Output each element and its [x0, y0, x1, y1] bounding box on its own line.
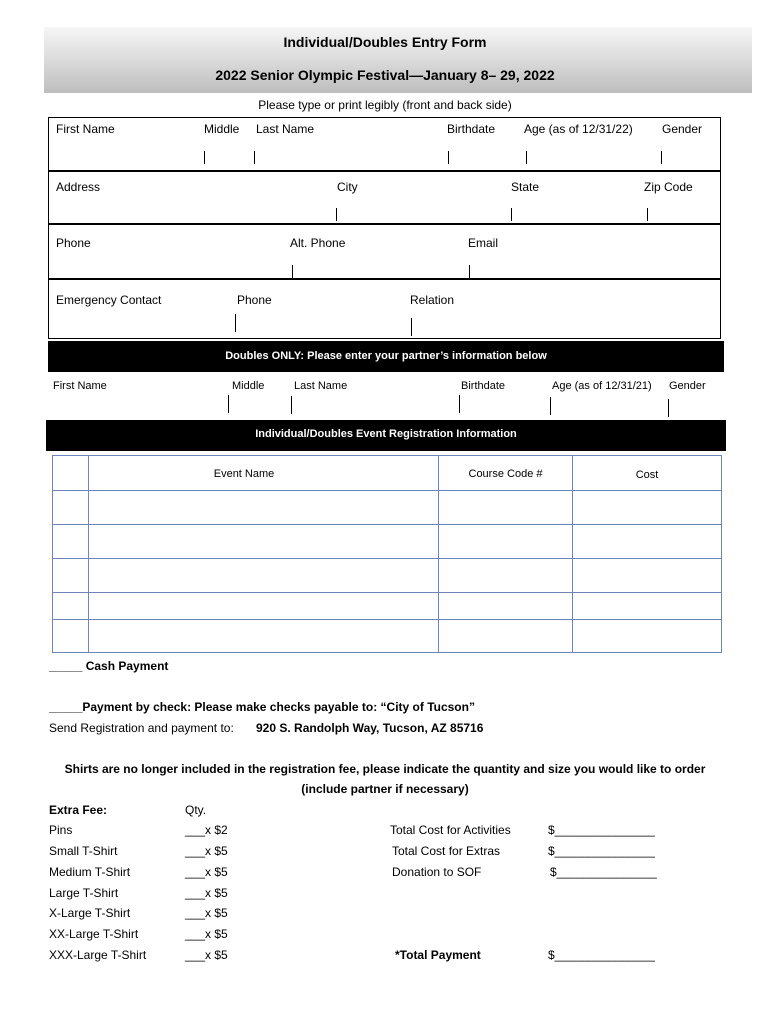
table-divider: [88, 456, 89, 652]
last-name-label: Last Name: [256, 122, 315, 136]
gender-label: Gender: [662, 122, 703, 136]
table-divider: [53, 558, 721, 559]
first-name-label: First Name: [56, 122, 115, 136]
zip-label: Zip Code: [644, 180, 693, 194]
partner-banner: Doubles ONLY: Please enter your partner’s information below: [48, 341, 724, 372]
cash-payment: _____ Cash Payment: [49, 659, 169, 673]
emergency-contact-label: Emergency Contact: [56, 293, 162, 307]
partner-birthdate-label: Birthdate: [461, 380, 506, 392]
table-divider: [438, 456, 439, 652]
address-label: Address: [56, 180, 101, 194]
alt-phone-label: Alt. Phone: [290, 236, 346, 250]
column-header-course-code: Course Code #: [468, 468, 543, 480]
field-divider: [254, 151, 255, 164]
item-qty[interactable]: ___x $5: [185, 906, 228, 920]
field-divider: [511, 208, 512, 221]
email-label: Email: [468, 236, 499, 250]
item-name: X-Large T-Shirt: [49, 906, 131, 920]
table-divider: [53, 619, 721, 620]
field-divider: [291, 396, 292, 414]
field-divider: [526, 151, 527, 164]
total-activities-label: Total Cost for Activities: [390, 823, 511, 837]
relation-label: Relation: [410, 293, 455, 307]
check-payment: _____Payment by check: Please make checks payable to: “City of Tucson”: [49, 700, 475, 714]
birthdate-label: Birthdate: [447, 122, 496, 136]
partner-gender-label: Gender: [669, 380, 706, 392]
item-name: XX-Large T-Shirt: [49, 927, 139, 941]
table-divider: [53, 592, 721, 593]
item-qty[interactable]: ___x $5: [185, 948, 228, 962]
address-row: [48, 171, 721, 224]
phone-row: [48, 224, 721, 279]
shirts-notice: Shirts are no longer included in the registration fee, please indicate the quantity and size you would like to order: [64, 762, 706, 776]
send-to-address: 920 S. Randolph Way, Tucson, AZ 85716: [256, 721, 484, 735]
field-divider: [336, 208, 337, 221]
total-payment-field[interactable]: $_______________: [548, 948, 655, 962]
column-header-cost: Cost: [635, 469, 659, 481]
form-instructions: Please type or print legibly (front and back side): [258, 98, 512, 112]
item-qty[interactable]: ___x $5: [185, 886, 228, 900]
total-extras-field[interactable]: $_______________: [548, 844, 655, 858]
column-header-event-name: Event Name: [213, 468, 275, 480]
middle-label: Middle: [204, 122, 240, 136]
field-divider: [292, 265, 293, 278]
table-divider: [53, 524, 721, 525]
field-divider: [647, 208, 648, 221]
partner-last-name-label: Last Name: [294, 380, 348, 392]
item-qty[interactable]: ___x $2: [185, 823, 228, 837]
city-label: City: [337, 180, 358, 194]
events-banner: Individual/Doubles Event Registration Information: [46, 420, 726, 451]
item-qty[interactable]: ___x $5: [185, 844, 228, 858]
total-activities-field[interactable]: $_______________: [548, 823, 655, 837]
emergency-row: [48, 279, 721, 339]
phone-label: Phone: [56, 236, 91, 250]
field-divider: [459, 395, 460, 413]
form-subtitle: 2022 Senior Olympic Festival—January 8– 29, 2022: [215, 67, 555, 83]
field-divider: [204, 151, 205, 164]
field-divider: [448, 151, 449, 164]
item-name: XXX-Large T-Shirt: [49, 948, 147, 962]
item-name: Pins: [49, 823, 73, 837]
field-divider: [228, 395, 229, 413]
item-qty[interactable]: ___x $5: [185, 927, 228, 941]
state-label: State: [511, 180, 540, 194]
emergency-phone-label: Phone: [237, 293, 272, 307]
item-name: Small T-Shirt: [49, 844, 118, 858]
age-label: Age (as of 12/31/22): [524, 122, 633, 136]
donation-label: Donation to SOF: [392, 865, 482, 879]
table-divider: [572, 456, 573, 652]
field-divider: [668, 399, 669, 417]
qty-label: Qty.: [185, 803, 207, 817]
field-divider: [469, 265, 470, 278]
total-payment-label: *Total Payment: [395, 948, 481, 962]
events-table: [52, 455, 722, 653]
send-to-label: Send Registration and payment to:: [49, 721, 234, 735]
field-divider: [550, 397, 551, 415]
donation-field[interactable]: $_______________: [550, 865, 657, 879]
form-title: Individual/Doubles Entry Form: [283, 34, 487, 50]
item-qty[interactable]: ___x $5: [185, 865, 228, 879]
item-name: Medium T-Shirt: [49, 865, 131, 879]
partner-first-name-label: First Name: [53, 380, 107, 392]
partner-age-label: Age (as of 12/31/21): [552, 380, 652, 392]
item-name: Large T-Shirt: [49, 886, 119, 900]
table-divider: [53, 490, 721, 491]
total-extras-label: Total Cost for Extras: [392, 844, 501, 858]
field-divider: [235, 314, 236, 332]
shirts-notice-note: (include partner if necessary): [301, 782, 469, 796]
extra-fee-label: Extra Fee:: [49, 803, 108, 817]
field-divider: [411, 318, 412, 336]
field-divider: [661, 151, 662, 164]
partner-middle-label: Middle: [232, 380, 265, 392]
